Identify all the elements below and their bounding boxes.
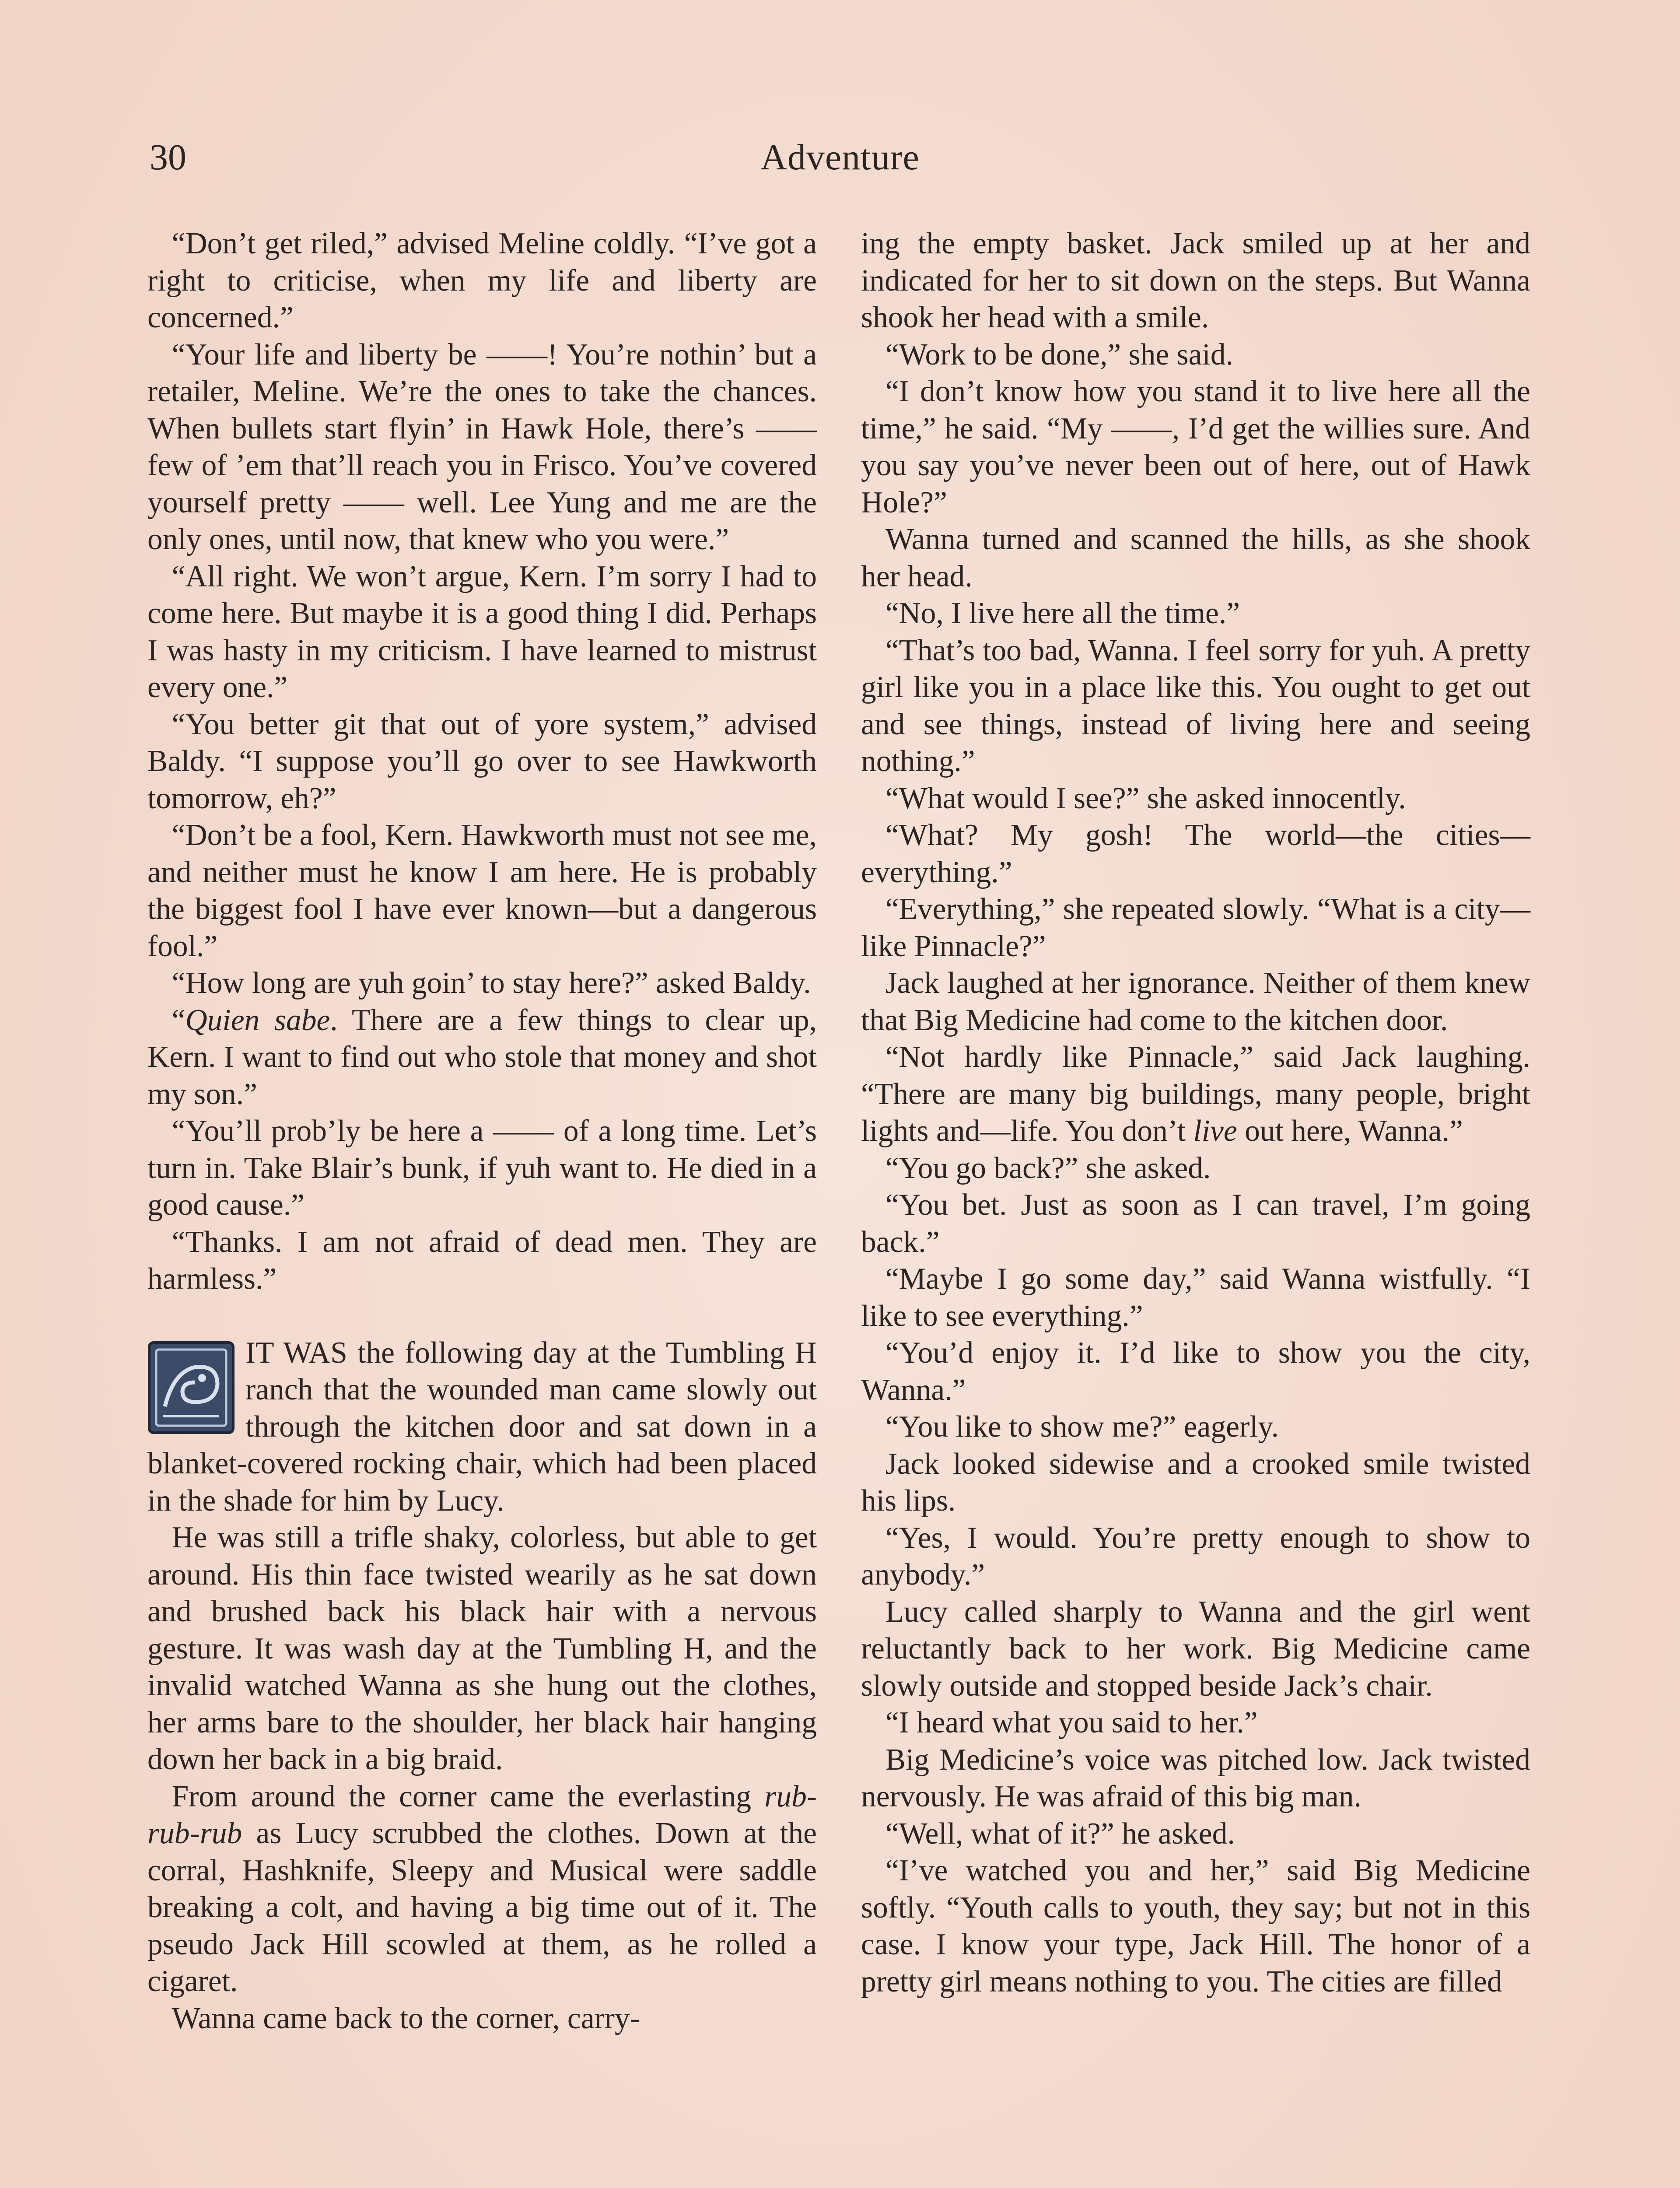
paragraph: “Maybe I go some day,” said Wanna wistfully. “I like to see everything.” bbox=[861, 1262, 1530, 1333]
paragraph: “Yes, I would. You’re pretty enough to show to anybody.” bbox=[861, 1521, 1530, 1592]
paragraph: Jack looked sidewise and a crooked smile twisted his lips. bbox=[861, 1447, 1530, 1518]
paragraph: Jack laughed at her ignorance. Neither of them knew that Big Medicine had come to the kitchen door. bbox=[861, 966, 1530, 1037]
paragraph: “That’s too bad, Wanna. I feel sorry for yuh. A pretty girl like you in a place like this. You ought to get out and see things, instead of living here and seeing nothing.” bbox=[861, 633, 1530, 778]
paragraph: “I heard what you said to her.” bbox=[885, 1706, 1258, 1739]
section-opening-paragraph: IT WAS the following day at the Tumbling H ranch that the wounded man came slowly out through the kitchen door and sat down in a blanket-covered rocking chair, which had been placed in the shade for him by Lucy. bbox=[147, 1336, 817, 1518]
drop-cap-ornament-icon bbox=[147, 1341, 235, 1434]
paragraph: “All right. We won’t argue, Kern. I’m sorry I had to come here. But maybe it is a good thing I did. Perhaps I was hasty in my criticism. I have learned to mistrust every one.” bbox=[147, 559, 817, 704]
paragraph: “Your life and liberty be ——! You’re nothin’ but a retailer, Meline. We’re the ones to take the chances. When bullets start flyin’ in Hawk Hole, there’s —— few of ’em that’ll reach you in Frisco. You’ve covered yourself pretty —— well. Lee Yung and me are the only ones, until now, that knew who you were.” bbox=[147, 337, 817, 556]
paragraph: From around the corner came the everlasting rub-rub-rub as Lucy scrubbed the clothes. Down at the corral, Hashknife, Sleepy and Musical were saddle breaking a colt, and having a big time out of it. The pseudo Jack Hill scowled at them, as he rolled a cigaret. bbox=[147, 1779, 817, 1998]
paragraph: Wanna turned and scanned the hills, as she shook her head. bbox=[861, 522, 1530, 593]
paragraph: “How long are yuh goin’ to stay here?” asked Baldy. bbox=[172, 966, 811, 1000]
paragraph: “Don’t get riled,” advised Meline coldly. “I’ve got a right to criticise, when my life and liberty are concerned.” bbox=[147, 227, 817, 334]
paragraph: “You’ll prob’ly be here a —— of a long time. Let’s turn in. Take Blair’s bunk, if yuh want to. He died in a good cause.” bbox=[147, 1114, 817, 1222]
page-header bbox=[0, 131, 1680, 188]
paragraph: “Everything,” she repeated slowly. “What is a city—like Pinnacle?” bbox=[861, 892, 1530, 963]
paragraph: “What? My gosh! The world—the cities—everything.” bbox=[861, 818, 1530, 889]
paragraph: “I don’t know how you stand it to live here all the time,” he said. “My ——, I’d get the willies sure. And you say you’ve never been out of here, out of Hawk Hole?” bbox=[861, 375, 1530, 519]
italic-phrase: rub-rub-rub bbox=[147, 1779, 817, 1850]
paragraph: He was still a trifle shaky, colorless, but able to get around. His thin face twisted wearily as he sat down and brushed back his black hair with a nervous gesture. It was wash day at the Tumbling H, and the invalid watched Wanna as she hung out the clothes, her arms bare to the shoulder, her black hair hanging down her back in a big braid. bbox=[147, 1521, 817, 1776]
paragraph: “Thanks. I am not afraid of dead men. They are harmless.” bbox=[147, 1225, 817, 1296]
paragraph: “Quien sabe. There are a few things to clear up, Kern. I want to find out who stole that money and shot my son.” bbox=[147, 1003, 817, 1111]
paragraph: “You like to show me?” eagerly. bbox=[885, 1410, 1279, 1444]
paragraph: “Not hardly like Pinnacle,” said Jack laughing. “There are many big buildings, many people, bright lights and—life. You don’t live out here, Wanna.” bbox=[861, 1040, 1530, 1148]
paragraph: Big Medicine’s voice was pitched low. Jack twisted nervously. He was afraid of this big man. bbox=[861, 1743, 1530, 1813]
page-number: 30 bbox=[150, 137, 186, 178]
running-title: Adventure bbox=[760, 137, 920, 178]
paragraph: “I’ve watched you and her,” said Big Medicine softly. “Youth calls to youth, they say; but not in this case. I know your type, Jack Hill. The honor of a pretty girl means nothing to you. The cities are filled bbox=[861, 1854, 1530, 1999]
left-column bbox=[147, 225, 817, 2037]
paragraph: “You’d enjoy it. I’d like to show you the city, Wanna.” bbox=[861, 1336, 1530, 1407]
paragraph: “You go back?” she asked. bbox=[885, 1151, 1211, 1185]
paragraph: “Don’t be a fool, Kern. Hawkworth must not see me, and neither must he know I am here. He is probably the biggest fool I have ever known—but a dangerous fool.” bbox=[147, 818, 817, 963]
right-column bbox=[861, 225, 1530, 2000]
paragraph-continued: ing the empty basket. Jack smiled up at her and indicated for her to sit down on the steps. But Wanna shook her head with a smile. bbox=[861, 227, 1530, 334]
paragraph: “Work to be done,” she said. bbox=[885, 337, 1233, 372]
paragraph: “Well, what of it?” he asked. bbox=[885, 1816, 1235, 1851]
italic-phrase: Quien sabe bbox=[185, 1003, 330, 1037]
italic-phrase: live bbox=[1193, 1114, 1237, 1148]
paragraph: Lucy called sharply to Wanna and the girl went reluctantly back to her work. Big Medicine came slowly outside and stopped beside Jack’s chair. bbox=[861, 1595, 1530, 1703]
paragraph: “You better git that out of yore system,” advised Baldy. “I suppose you’ll go over to see Hawkworth tomorrow, eh?” bbox=[147, 707, 817, 815]
paragraph: “What would I see?” she asked innocently. bbox=[885, 781, 1406, 815]
paragraph: “No, I live here all the time.” bbox=[885, 596, 1240, 630]
paragraph: “You bet. Just as soon as I can travel, I’m going back.” bbox=[861, 1188, 1530, 1259]
paragraph: Wanna came back to the corner, carry- bbox=[172, 2001, 640, 2035]
